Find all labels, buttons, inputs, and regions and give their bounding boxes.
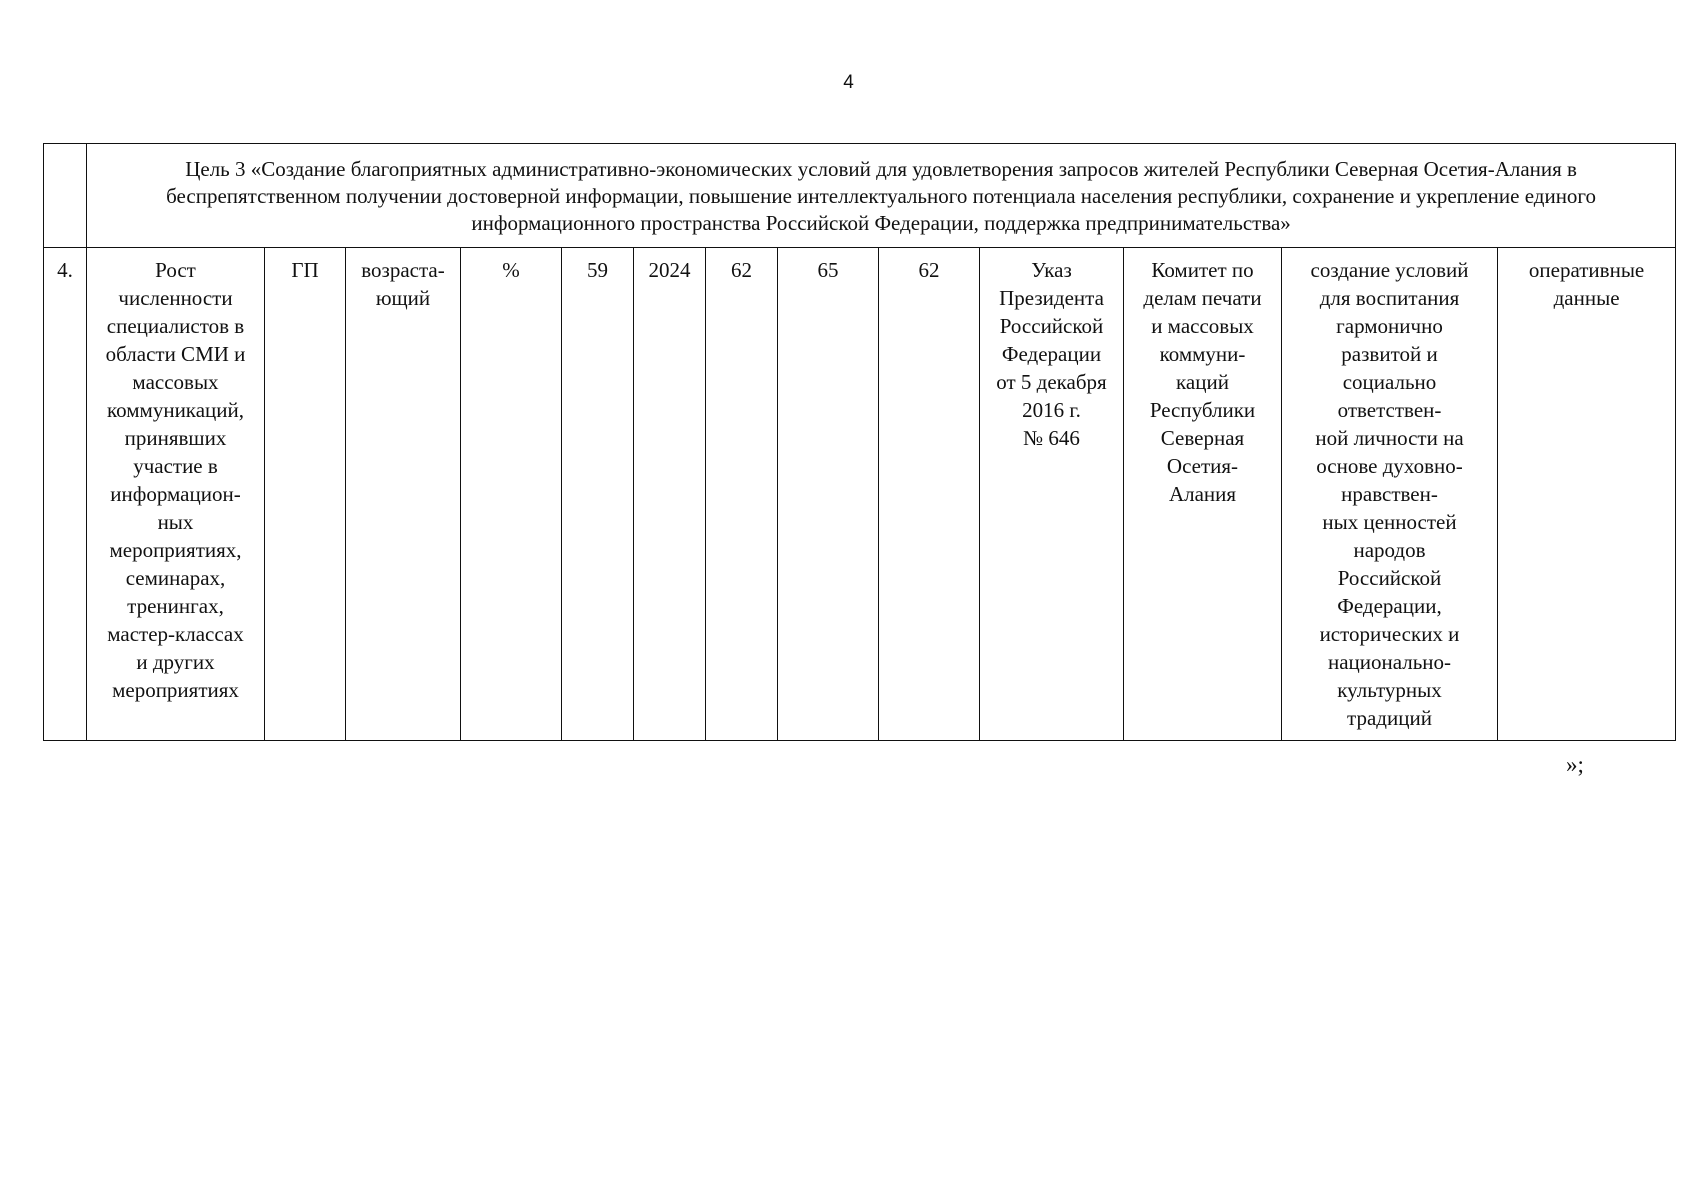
unit-of-measure: % — [461, 248, 562, 741]
indicator-trend: возраста- ющий — [346, 248, 461, 741]
regulatory-document: Указ Президента Российской Федерации от 5 декабря 2016 г. № 646 — [980, 248, 1124, 741]
base-year: 2024 — [634, 248, 706, 741]
base-value: 59 — [562, 248, 634, 741]
goal-row — [44, 144, 1676, 248]
row-number: 4. — [44, 248, 87, 741]
national-goal-link: создание условий для воспитания гармонично развитой и социально ответствен- ной личности на основе духовно- нравствен- ных ценностей народов Российской Федерации, исторических и национально- культурных традиций — [1282, 248, 1498, 741]
value-year-1: 62 — [706, 248, 778, 741]
table-row — [44, 248, 1676, 741]
goal-number-cell — [44, 144, 87, 248]
data-source: оперативные данные — [1498, 248, 1676, 741]
indicator-level: ГП — [265, 248, 346, 741]
closing-quote-mark: »; — [1566, 752, 1584, 777]
responsible-body: Комитет по делам печати и массовых коммуни- каций Республики Северная Осетия- Алания — [1124, 248, 1282, 741]
value-year-3: 62 — [879, 248, 980, 741]
goal-text: Цель 3 «Создание благоприятных административно-экономических условий для удовлетворения запросов жителей Республики Северная Осетия-Алания в беспрепятственном получении достоверной информации, повышение интеллектуального потенциала населения республики, сохранение и укрепление единого информационного пространства Российской Федерации, поддержка предпринимательства» — [87, 144, 1676, 248]
page-number: 4 — [843, 72, 854, 93]
indicators-table — [43, 143, 1676, 741]
indicator-name: Рост численности специалистов в области СМИ и массовых коммуникаций, принявших участие в информацион- ных мероприятиях, семинарах, тренингах, мастер-классах и других мероприятиях — [87, 248, 265, 741]
value-year-2: 65 — [778, 248, 879, 741]
